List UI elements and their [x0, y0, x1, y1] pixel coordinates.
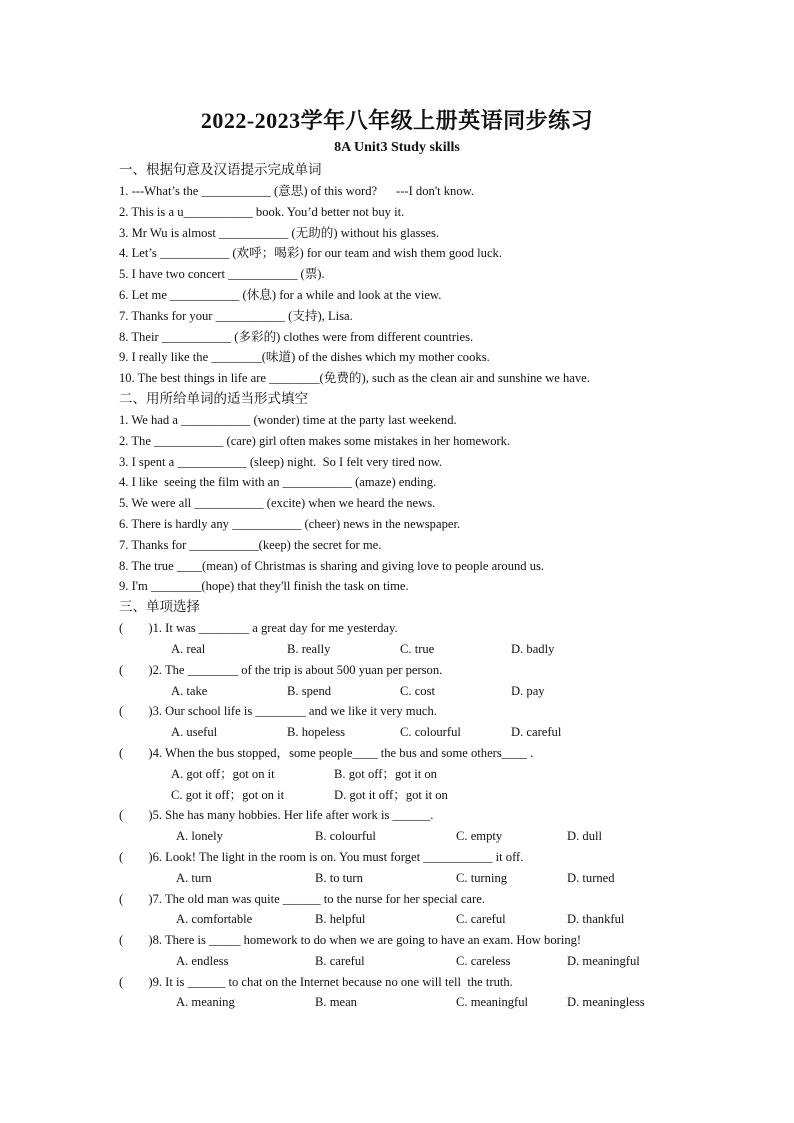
question-stem: ( )3. Our school life is ________ and we like it very much.	[119, 704, 437, 719]
answer-options	[119, 722, 679, 743]
answer-options	[119, 951, 679, 972]
option-c: C. empty	[456, 829, 503, 844]
option-a: A. turn	[176, 870, 212, 885]
answer-options	[119, 992, 679, 1013]
question-stem: ( )1. It was ________ a great day for me yesterday.	[119, 621, 398, 636]
option-c: C. true	[400, 641, 435, 656]
option-d: D. thankful	[567, 912, 625, 927]
section2-item: 6. There is hardly any ___________ (cheer) news in the newspaper.	[119, 516, 461, 531]
question-stem: ( )4. When the bus stopped，some people____ the bus and some others____ .	[119, 745, 534, 760]
answer-options	[119, 681, 679, 702]
option-d: D. careful	[511, 725, 562, 740]
option-a: A. lonely	[176, 829, 223, 844]
option-c: C. got it off；got on it	[171, 787, 285, 802]
option-c: C. colourful	[400, 725, 461, 740]
section2-item: 9. I'm ________(hope) that they'll finish the task on time.	[119, 579, 409, 594]
answer-options	[119, 785, 679, 806]
question-stem: ( )9. It is ______ to chat on the Internet because no one will tell the truth.	[119, 974, 513, 989]
section2-heading: 二、用所给单词的适当形式填空	[119, 390, 308, 407]
option-a: A. endless	[176, 953, 229, 968]
option-a: A. got off；got on it	[171, 766, 275, 781]
option-d: D. turned	[567, 870, 615, 885]
worksheet-content	[119, 160, 679, 1013]
option-d: D. pay	[511, 683, 545, 698]
option-b: B. hopeless	[287, 725, 346, 740]
option-d: D. got it off；got it on	[334, 787, 448, 802]
answer-options	[119, 639, 679, 660]
section2-item: 2. The ___________ (care) girl often makes some mistakes in her homework.	[119, 433, 511, 448]
option-a: A. take	[171, 683, 208, 698]
section1-item: 1. ---What’s the ___________ (意思) of this word? ---I don't know.	[119, 184, 475, 198]
option-b: B. mean	[315, 995, 357, 1010]
option-b: B. really	[287, 641, 331, 656]
question-stem: ( )5. She has many hobbies. Her life after work is ______.	[119, 808, 434, 823]
option-b: B. careful	[315, 953, 365, 968]
section3-heading: 三、单项选择	[119, 599, 200, 616]
section2-item: 7. Thanks for ___________(keep) the secret for me.	[119, 537, 382, 552]
option-d: D. meaningless	[567, 995, 645, 1010]
option-b: B. to turn	[315, 870, 363, 885]
section1-item: 9. I really like the ________(味道) of the dishes which my mother cooks.	[119, 350, 490, 365]
section2-item: 8. The true ____(mean) of Christmas is sharing and giving love to people around us.	[119, 558, 545, 573]
option-c: C. careful	[456, 912, 506, 927]
option-d: D. meaningful	[567, 953, 640, 968]
option-b: B. spend	[287, 683, 332, 698]
option-c: C. cost	[400, 683, 435, 698]
option-c: C. careless	[456, 953, 511, 968]
answer-options	[119, 764, 679, 785]
question-stem: ( )6. Look! The light in the room is on. You must forget ___________ it off.	[119, 849, 524, 864]
section1-item: 4. Let’s ___________ (欢呼；喝彩) for our team and wish them good luck.	[119, 246, 503, 261]
section1-item: 10. The best things in life are ________(免费的), such as the clean air and sunshine we have.	[119, 371, 590, 386]
section1-item: 5. I have two concert ___________ (票).	[119, 267, 325, 282]
section2-item: 5. We were all ___________ (excite) when we heard the news.	[119, 496, 436, 511]
section2-item: 3. I spent a ___________ (sleep) night. So I felt very tired now.	[119, 454, 443, 469]
answer-options	[119, 909, 679, 930]
option-b: B. helpful	[315, 912, 366, 927]
option-d: D. dull	[567, 829, 602, 844]
option-d: D. badly	[511, 641, 555, 656]
section1-heading: 一、根据句意及汉语提示完成单词	[119, 162, 322, 178]
section1-item: 2. This is a u___________ book. You’d better not buy it.	[119, 204, 405, 219]
option-c: C. meaningful	[456, 995, 529, 1010]
option-a: A. meaning	[176, 995, 235, 1010]
question-stem: ( )7. The old man was quite ______ to the nurse for her special care.	[119, 891, 485, 906]
option-c: C. turning	[456, 870, 508, 885]
section2-item: 4. I like seeing the film with an ___________ (amaze) ending.	[119, 475, 437, 490]
question-stem: ( )2. The ________ of the trip is about 500 yuan per person.	[119, 662, 443, 677]
page-subtitle: 8A Unit3 Study skills	[334, 140, 460, 155]
section1-item: 7. Thanks for your ___________ (支持), Lisa.	[119, 308, 353, 323]
option-a: A. real	[171, 641, 206, 656]
section1-item: 8. Their ___________ (多彩的) clothes were from different countries.	[119, 329, 474, 344]
section1-item: 6. Let me ___________ (休息) for a while and look at the view.	[119, 287, 442, 302]
option-a: A. useful	[171, 725, 218, 740]
option-b: B. got off；got it on	[334, 766, 437, 781]
section2-item: 1. We had a ___________ (wonder) time at the party last weekend.	[119, 412, 457, 427]
page-title: 2022-2023学年八年级上册英语同步练习	[200, 108, 594, 133]
answer-options	[119, 826, 679, 847]
option-a: A. comfortable	[176, 912, 253, 927]
option-b: B. colourful	[315, 829, 376, 844]
answer-options	[119, 868, 679, 889]
question-stem: ( )8. There is _____ homework to do when we are going to have an exam. How boring!	[119, 933, 582, 948]
section1-item: 3. Mr Wu is almost ___________ (无助的) without his glasses.	[119, 225, 440, 240]
